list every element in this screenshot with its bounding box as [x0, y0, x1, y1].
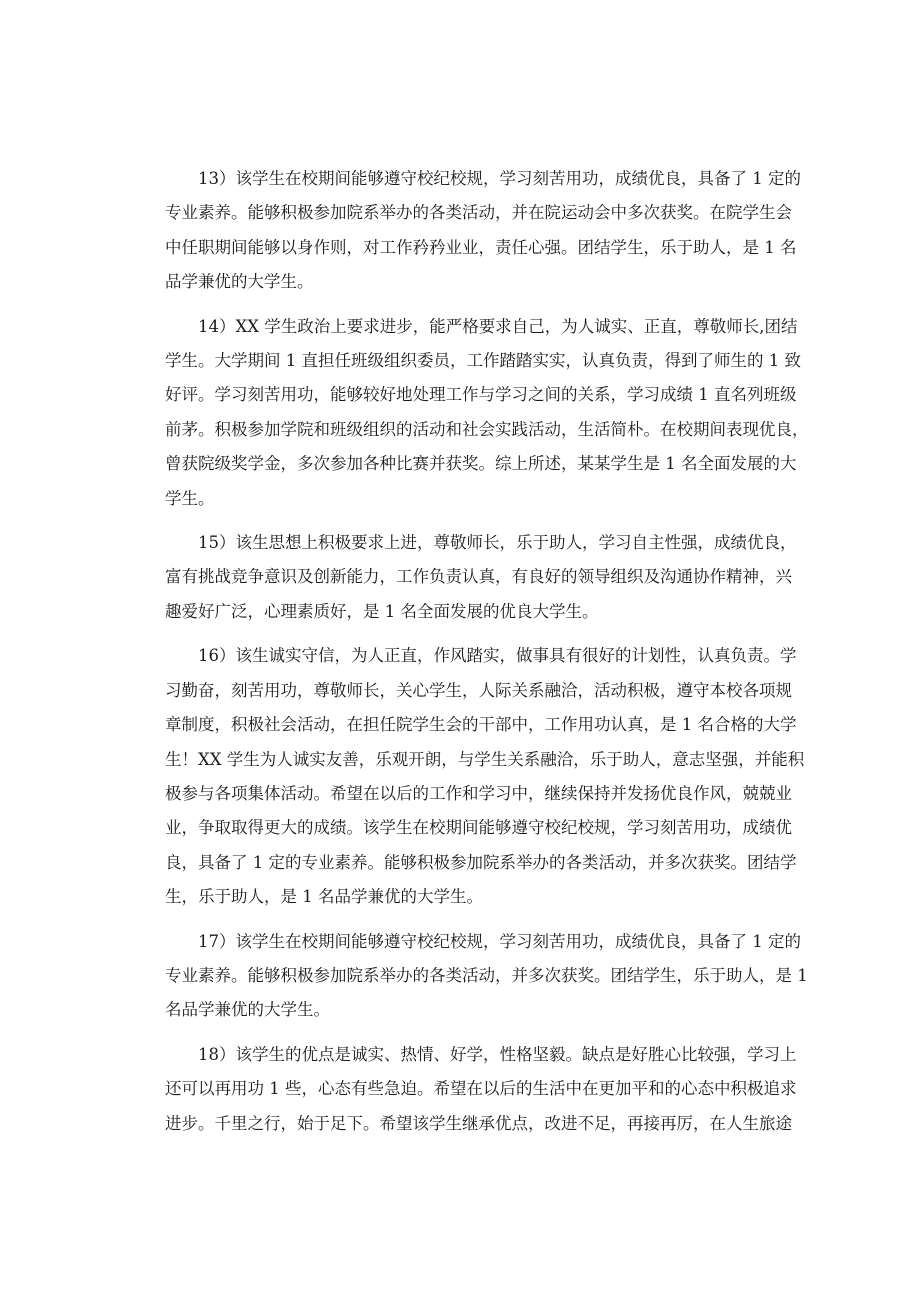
- paragraph-line: 曾获院级奖学金，多次参加各种比赛并获奖。综上所述，某某学生是 1 名全面发展的大: [165, 454, 797, 474]
- paragraph-line: 专业素养。能够积极参加院系举办的各类活动，并多次获奖。团结学生，乐于助人，是 1: [165, 965, 808, 985]
- paragraph-17: [132, 925, 808, 1028]
- paragraph-14: [132, 310, 809, 516]
- paragraph-line: 16）该生诚实守信，为人正直，作风踏实，做事具有很好的计划性，认真负责。学: [198, 646, 797, 666]
- paragraph-line: 业，争取取得更大的成绩。该学生在校期间能够遵守校纪校规，学习刻苦用功，成绩优: [165, 818, 792, 838]
- paragraph-line: 13）该学生在校期间能够遵守校纪校规，学习刻苦用功，成绩优良，具备了 1 定的: [198, 169, 801, 188]
- paragraph-line: 专业素养。能够积极参加院系举办的各类活动，并在院运动会中多次获奖。在院学生会: [165, 203, 792, 223]
- paragraph-line: 中任职期间能够以身作则，对工作矜矜业业，责任心强。团结学生，乐于助人，是 1 名: [165, 237, 797, 257]
- paragraph-line: 前茅。积极参加学院和班级组织的活动和社会实践活动，生活简朴。在校期间表现优良，: [165, 419, 809, 439]
- paragraph-line: 学生。: [165, 488, 215, 508]
- paragraph-line: 品学兼优的大学生。: [165, 272, 314, 292]
- paragraph-16: [132, 639, 805, 914]
- paragraph-line: 学生。大学期间 1 直担任班级组织委员，工作踏踏实实，认真负责，得到了师生的 1 致: [165, 351, 801, 371]
- paragraph-line: 18）该学生的优点是诚实、热情、好学，性格坚毅。缺点是好胜心比较强，学习上: [198, 1044, 797, 1064]
- paragraph-line: 15）该生思想上积极要求上进，尊敬师长，乐于助人，学习自主性强，成绩优良，: [198, 533, 797, 553]
- paragraph-18: [132, 1038, 797, 1141]
- paragraph-line: 进步。千里之行，始于足下。希望该学生继承优点，改进不足，再接再厉，在人生旅途: [165, 1113, 792, 1133]
- paragraph-line: 趣爱好广泛，心理素质好，是 1 名全面发展的优良大学生。: [165, 601, 599, 621]
- paragraph-line: 生，乐于助人，是 1 名品学兼优的大学生。: [165, 887, 483, 907]
- paragraph-line: 章制度，积极社会活动，在担任院学生会的干部中，工作用功认真，是 1 名合格的大学: [165, 715, 797, 735]
- paragraph-line: 名品学兼优的大学生。: [165, 1000, 330, 1020]
- paragraph-line: 还可以再用功 1 些，心态有些急迫。希望在以后的生活中在更加平和的心态中积极追求: [165, 1079, 797, 1099]
- paragraph-line: 好评。学习刻苦用功，能够较好地处理工作与学习之间的关系，学习成绩 1 直名列班级: [165, 385, 797, 405]
- paragraph-line: 14）XX 学生政治上要求进步，能严格要求自己，为人诚实、正直，尊敬师长,团结: [198, 316, 798, 336]
- paragraph-line: 生！XX 学生为人诚实友善，乐观开朗，与学生关系融洽，乐于助人，意志坚强，并能积: [165, 749, 805, 769]
- paragraph-line: 良，具备了 1 定的专业素养。能够积极参加院系举办的各类活动，并多次获奖。团结学: [165, 852, 797, 872]
- paragraph-line: 富有挑战竞争意识及创新能力，工作负责认真，有良好的领导组织及沟通协作精神，兴: [165, 567, 792, 587]
- paragraph-15: [132, 526, 797, 629]
- paragraph-line: 习勤奋，刻苦用功，尊敬师长，关心学生，人际关系融洽，活动积极，遵守本校各项规: [165, 680, 792, 700]
- paragraph-line: 极参与各项集体活动。希望在以后的工作和学习中，继续保持并发扬优良作风，兢兢业: [165, 783, 792, 803]
- paragraph-line: 17）该学生在校期间能够遵守校纪校规，学习刻苦用功，成绩优良，具备了 1 定的: [198, 931, 801, 951]
- document-body: [132, 162, 809, 1151]
- paragraph-13: [132, 162, 801, 300]
